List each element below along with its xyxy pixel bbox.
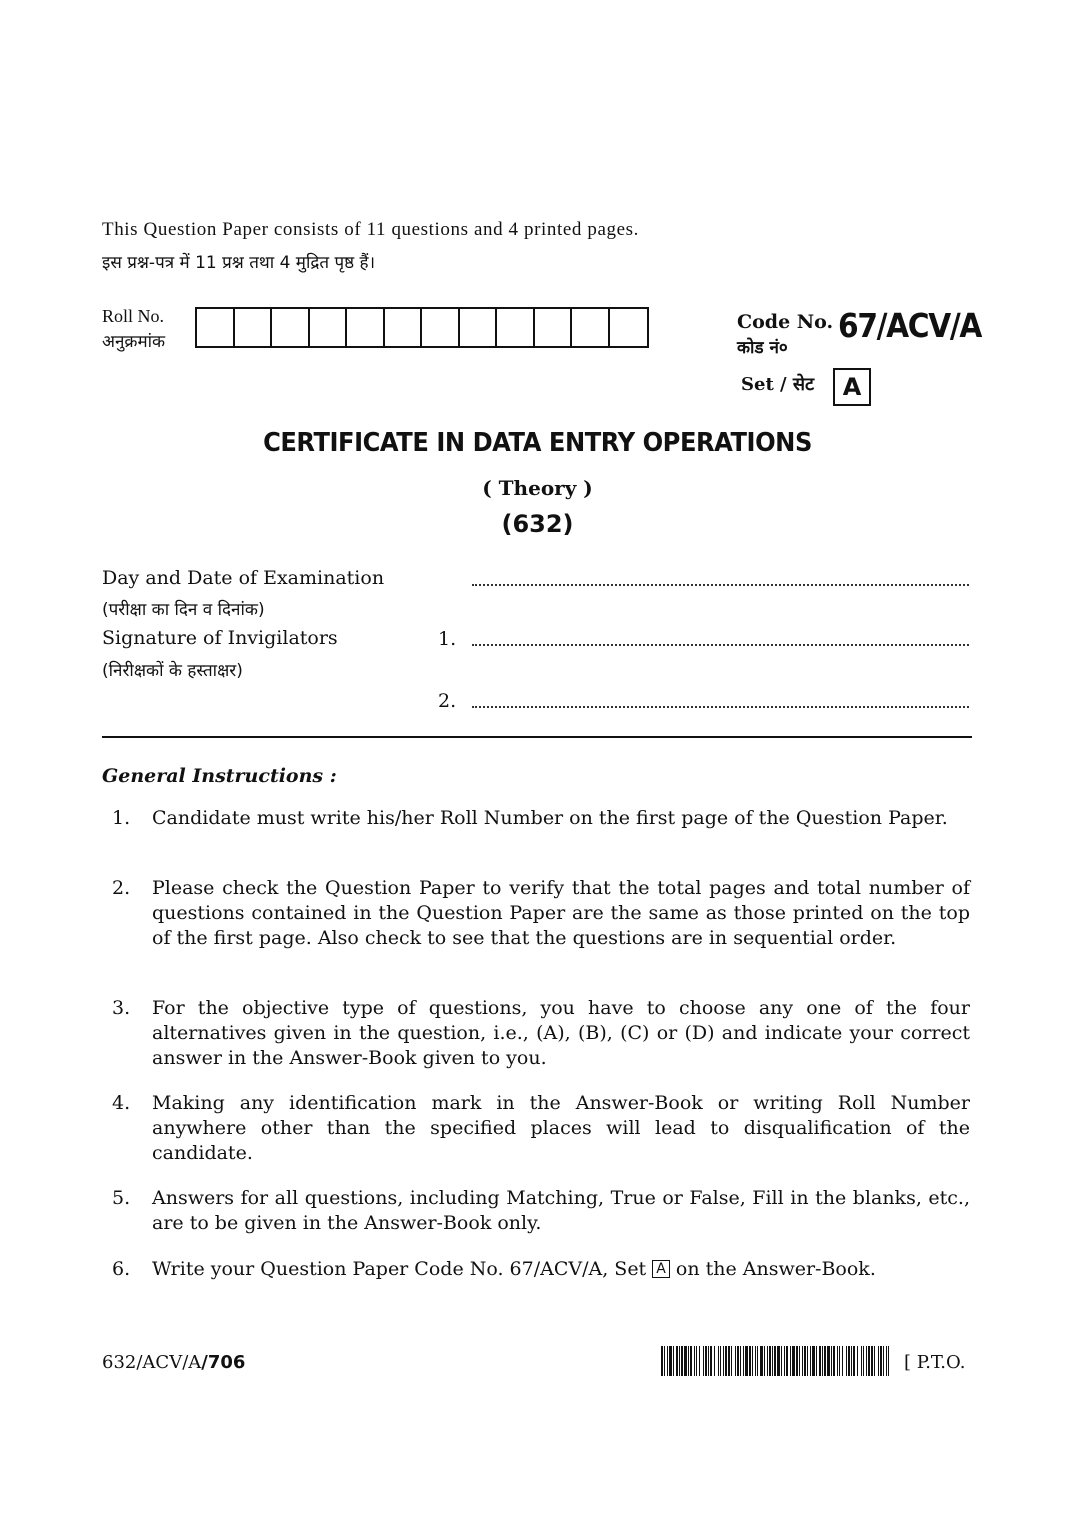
roll-number-box[interactable]	[272, 309, 310, 346]
roll-number-box[interactable]	[310, 309, 348, 346]
instruction-text: For the objective type of questions, you have to choose any one of the four alternatives given in the question, i.e., (A), (B), (C) or (D) and indicate your correct answer in the Answer-Book given to you.	[152, 997, 970, 1069]
paper-info-english: This Question Paper consists of 11 questions and 4 printed pages.	[102, 219, 639, 240]
instruction-item	[112, 1257, 970, 1282]
set-label: Set / सेट	[741, 374, 815, 395]
instruction-text: Making any identification mark in the Answer-Book or writing Roll Number anywhere other than the specified places will lead to disqualification of the candidate.	[152, 1092, 970, 1164]
signature-number-2: 2.	[438, 690, 457, 712]
roll-label-hindi: अनुक्रमांक	[102, 332, 166, 352]
roll-number-boxes[interactable]	[195, 307, 649, 348]
instructions-heading: General Instructions :	[102, 765, 337, 787]
roll-number-box[interactable]	[497, 309, 535, 346]
instruction-item	[112, 1091, 970, 1166]
roll-number-box[interactable]	[347, 309, 385, 346]
roll-number-box[interactable]	[197, 309, 235, 346]
paper-info-hindi: इस प्रश्न-पत्र में 11 प्रश्न तथा 4 मुद्रित पृष्ठ हैं।	[102, 253, 376, 273]
footer-code-prefix: 632/ACV/A	[102, 1352, 202, 1373]
roll-number-box[interactable]	[385, 309, 423, 346]
roll-number-box[interactable]	[610, 309, 648, 346]
exam-subtitle: ( Theory )	[482, 476, 593, 500]
set-inline-box: A	[652, 1260, 670, 1278]
exam-date-label: Day and Date of Examination	[102, 567, 385, 589]
instruction-number: 6.	[112, 1258, 131, 1280]
instruction-item	[112, 806, 970, 831]
invigilator-signature-label-hindi: (निरीक्षकों के हस्ताक्षर)	[102, 661, 243, 681]
instruction-text: Answers for all questions, including Matching, True or False, Fill in the blanks, etc., are to be given in the Answer-Book only.	[152, 1187, 970, 1234]
set-box: A	[833, 368, 871, 406]
roll-number-box[interactable]	[535, 309, 573, 346]
instruction-number: 2.	[112, 877, 131, 899]
subject-code: (632)	[501, 510, 574, 538]
instruction-number: 1.	[112, 807, 131, 829]
code-number: 67/ACV/A	[838, 306, 981, 345]
instruction-item	[112, 996, 970, 1071]
paper-code-footer	[102, 1352, 245, 1373]
instruction-text-part: on the Answer-Book.	[675, 1258, 876, 1280]
exam-date-label-hindi: (परीक्षा का दिन व दिनांक)	[102, 600, 265, 620]
instruction-text: Candidate must write his/her Roll Number on the first page of the Question Paper.	[152, 807, 948, 829]
roll-number-box[interactable]	[422, 309, 460, 346]
invigilator-signature-label: Signature of Invigilators	[102, 627, 338, 649]
code-label-english: Code No.	[737, 311, 834, 333]
signature-number-1: 1.	[438, 628, 457, 650]
footer-code-suffix: /706	[201, 1352, 246, 1373]
code-label-hindi: कोड नं०	[737, 338, 788, 358]
barcode-icon	[661, 1346, 889, 1376]
instruction-item	[112, 1186, 970, 1236]
roll-number-box[interactable]	[235, 309, 273, 346]
exam-title: CERTIFICATE IN DATA ENTRY OPERATIONS	[263, 428, 812, 458]
instruction-text	[152, 1257, 970, 1282]
pto-label: [ P.T.O.	[904, 1352, 966, 1373]
invigilator-signature-field-2[interactable]	[472, 706, 969, 708]
roll-number-box[interactable]	[572, 309, 610, 346]
instruction-number: 4.	[112, 1092, 131, 1114]
roll-number-box[interactable]	[460, 309, 498, 346]
instruction-text-part: Write your Question Paper Code No. 67/ACV/A, Set	[152, 1258, 647, 1280]
instruction-text: Please check the Question Paper to verify that the total pages and total number of questions contained in the Question Paper are the same as those printed on the top of the first page. Also check to see that the questions are in sequential order.	[152, 877, 970, 949]
invigilator-signature-field-1[interactable]	[472, 644, 969, 646]
exam-date-field[interactable]	[472, 584, 969, 586]
instruction-item	[112, 876, 970, 951]
roll-label-english: Roll No.	[102, 306, 165, 326]
divider	[102, 736, 972, 738]
roll-number-label	[102, 303, 165, 355]
code-label	[737, 309, 833, 361]
instruction-number: 5.	[112, 1187, 131, 1209]
instruction-number: 3.	[112, 997, 131, 1019]
